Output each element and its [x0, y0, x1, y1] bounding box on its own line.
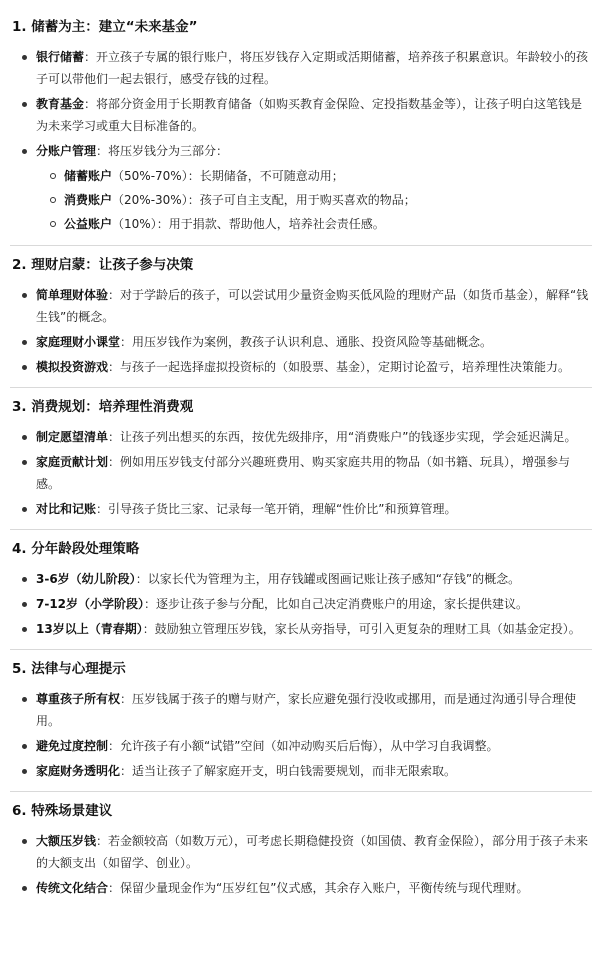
bullet-dot-icon	[22, 602, 27, 607]
list-item	[20, 451, 592, 495]
bullet-dot-icon	[22, 340, 27, 345]
item-text: ：对于学龄后的孩子，可以尝试用少量资金购买低风险的理财产品（如货币基金），解释“钱生钱”的概念。	[36, 288, 589, 324]
section-heading: 1. 储蓄为主：建立“未来基金”	[12, 19, 198, 35]
section-heading: 4. 分年龄段处理策略	[12, 541, 140, 557]
sub-item-text: （10%）：用于捐款、帮助他人，培养社会责任感。	[112, 217, 385, 231]
sub-list	[36, 164, 592, 236]
bullet-list	[10, 568, 592, 640]
section-4	[10, 530, 592, 650]
sub-list-item	[48, 212, 592, 236]
item-text: ：引导孩子货比三家、记录每一笔开销，理解“性价比”和预算管理。	[96, 502, 457, 516]
list-item	[20, 46, 592, 90]
list-item	[20, 760, 592, 782]
item-text: ：适当让孩子了解家庭开支，明白钱需要规划，而非无限索取。	[120, 764, 457, 778]
bullet-list	[10, 830, 592, 899]
item-text: ：若金额较高（如数万元），可考虑长期稳健投资（如国债、教育金保险），部分用于孩子未来的大额支出（如留学、创业）。	[36, 834, 589, 870]
bullet-dot-icon	[22, 769, 27, 774]
item-term: 分账户管理	[36, 144, 97, 158]
section-heading: 2. 理财启蒙：让孩子参与决策	[12, 257, 194, 273]
item-text: ：鼓励独立管理压岁钱，家长从旁指导，可引入更复杂的理财工具（如基金定投）。	[142, 622, 581, 636]
section-2	[10, 246, 592, 388]
item-term: 教育基金	[36, 97, 85, 111]
list-item	[20, 426, 592, 448]
sub-item-text: （50%-70%）：长期储备，不可随意动用；	[112, 169, 344, 183]
section-heading: 3. 消费规划：培养理性消费观	[12, 399, 194, 415]
bullet-list	[10, 46, 592, 236]
item-term: 避免过度控制	[36, 739, 109, 753]
hollow-bullet-icon	[50, 197, 56, 203]
bullet-dot-icon	[22, 149, 27, 154]
item-text: ：与孩子一起选择虚拟投资标的（如股票、基金），定期讨论盈亏，培养理性决策能力。	[108, 360, 571, 374]
section-6	[10, 792, 592, 908]
item-term: 银行储蓄	[36, 50, 85, 64]
item-term: 简单理财体验	[36, 288, 109, 302]
list-item	[20, 877, 592, 899]
list-item	[20, 568, 592, 590]
bullet-dot-icon	[22, 435, 27, 440]
bullet-dot-icon	[22, 744, 27, 749]
list-item	[20, 140, 592, 236]
sub-item-term: 储蓄账户	[64, 169, 113, 183]
item-text: ：将压岁钱分为三部分：	[96, 144, 229, 158]
list-item	[20, 593, 592, 615]
item-term: 家庭贡献计划	[36, 455, 109, 469]
section-5	[10, 650, 592, 792]
list-item	[20, 618, 592, 640]
bullet-dot-icon	[22, 460, 27, 465]
item-term: 尊重孩子所有权	[36, 692, 121, 706]
bullet-list	[10, 688, 592, 782]
item-text: ：压岁钱属于孩子的赠与财产，家长应避免强行没收或挪用，而是通过沟通引导合理使用。	[36, 692, 577, 728]
bullet-dot-icon	[22, 507, 27, 512]
item-term: 模拟投资游戏	[36, 360, 109, 374]
item-text: ：保留少量现金作为“压岁红包”仪式感，其余存入账户，平衡传统与现代理财。	[108, 881, 529, 895]
bullet-dot-icon	[22, 886, 27, 891]
item-text: ：例如用压岁钱支付部分兴趣班费用、购买家庭共用的物品（如书籍、玩具），增强参与感。	[36, 455, 571, 491]
section-heading: 6. 特殊场景建议	[12, 803, 113, 819]
item-text: ：逐步让孩子参与分配，比如自己决定消费账户的用途，家长提供建议。	[144, 597, 529, 611]
item-text: ：以家长代为管理为主，用存钱罐或图画记账让孩子感知“存钱”的概念。	[135, 572, 521, 586]
list-item	[20, 688, 592, 732]
item-text: ：让孩子列出想买的东西，按优先级排序，用“消费账户”的钱逐步实现，学会延迟满足。	[108, 430, 577, 444]
item-text: ：开立孩子专属的银行账户，将压岁钱存入定期或活期储蓄，培养孩子积累意识。年龄较小的孩子可以带他们一起去银行，感受存钱的过程。	[36, 50, 589, 86]
bullet-dot-icon	[22, 102, 27, 107]
sub-list-item	[48, 164, 592, 188]
list-item	[20, 93, 592, 137]
bullet-list	[10, 284, 592, 378]
list-item	[20, 331, 592, 353]
item-term: 7-12岁（小学阶段）	[36, 597, 145, 611]
sub-item-term: 消费账户	[64, 193, 113, 207]
item-term: 3-6岁（幼儿阶段）	[36, 572, 136, 586]
bullet-dot-icon	[22, 293, 27, 298]
section-1	[10, 0, 592, 246]
item-term: 家庭财务透明化	[36, 764, 121, 778]
bullet-dot-icon	[22, 365, 27, 370]
item-term: 大额压岁钱	[36, 834, 97, 848]
list-item	[20, 830, 592, 874]
bullet-dot-icon	[22, 55, 27, 60]
section-3	[10, 388, 592, 530]
item-term: 传统文化结合	[36, 881, 109, 895]
sub-list-item	[48, 188, 592, 212]
item-text: ：用压岁钱作为案例，教孩子认识利息、通胀、投资风险等基础概念。	[120, 335, 493, 349]
item-term: 对比和记账	[36, 502, 97, 516]
item-text: ：将部分资金用于长期教育储备（如购买教育金保险、定投指数基金等），让孩子明白这笔钱是为未来学习或重大目标准备的。	[36, 97, 583, 133]
bullet-dot-icon	[22, 839, 27, 844]
sub-item-term: 公益账户	[64, 217, 113, 231]
list-item	[20, 498, 592, 520]
item-term: 制定愿望清单	[36, 430, 109, 444]
hollow-bullet-icon	[50, 221, 56, 227]
item-term: 家庭理财小课堂	[36, 335, 121, 349]
sub-item-text: （20%-30%）：孩子可自主支配，用于购买喜欢的物品；	[112, 193, 416, 207]
list-item	[20, 356, 592, 378]
section-heading: 5. 法律与心理提示	[12, 661, 126, 677]
list-item	[20, 735, 592, 757]
item-text: ：允许孩子有小额“试错”空间（如冲动购买后后悔），从中学习自我调整。	[108, 739, 499, 753]
bullet-list	[10, 426, 592, 520]
bullet-dot-icon	[22, 577, 27, 582]
item-term: 13岁以上（青春期）	[36, 622, 143, 636]
hollow-bullet-icon	[50, 173, 56, 179]
bullet-dot-icon	[22, 697, 27, 702]
list-item	[20, 284, 592, 328]
bullet-dot-icon	[22, 627, 27, 632]
